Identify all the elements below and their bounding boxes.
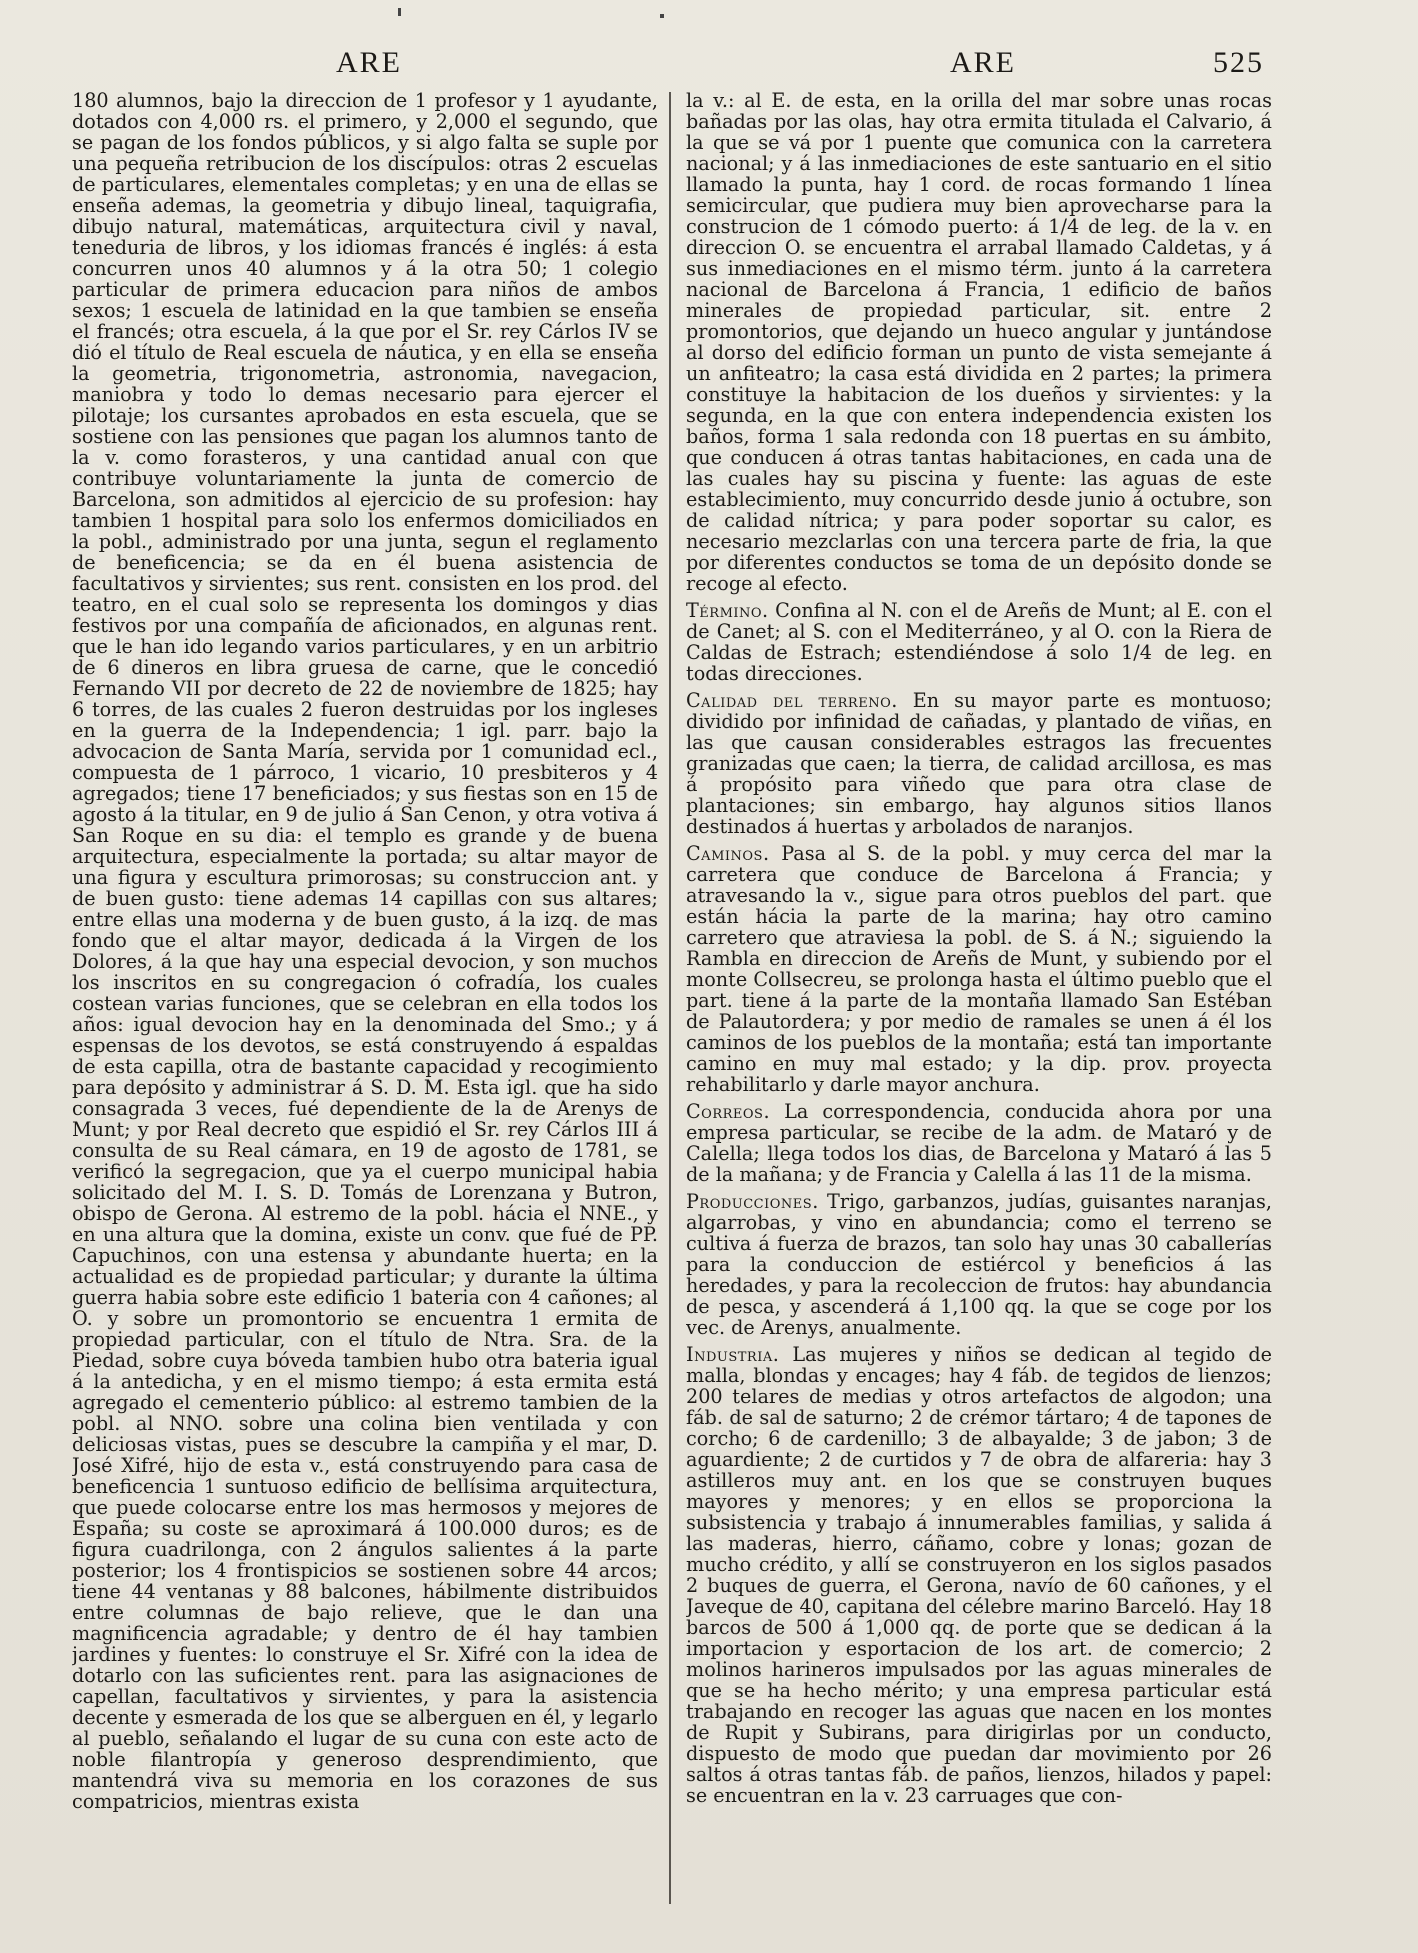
scan-mark — [660, 14, 664, 18]
scan-mark — [398, 8, 401, 16]
page-number: 525 — [1213, 46, 1264, 79]
section-calidad — [686, 690, 1272, 837]
section-text: Confina al N. con el de Areñs de Munt; al E. con el de Canet; al S. con el Mediterráneo, y al O. con la Riera de Caldas de Estrach; estendiéndose á solo 1/4 de leg. en todas direcciones. — [686, 599, 1272, 685]
section-caminos — [686, 843, 1272, 1095]
section-text: En su mayor parte es montuoso; dividido por infinidad de cañadas, y plantado de viñas, en las que causan considerables estragos las frecuentes granizadas que caen; la tierra, de calidad arcillosa, es mas á propósito para viñedo que para otra clase de plantaciones; sin embargo, hay algunos sitios llanos destinados á huertas y arbolados de naranjos. — [686, 689, 1272, 838]
section-text: Trigo, garbanzos, judías, guisantes naranjas, algarrobas, y vino en abundancia; como el terreno se cultiva á fuerza de brazos, tan solo hay unas 30 caballerías para la conduccion de estiércol y beneficios á las heredades, y para la recoleccion de frutos: hay abundancia de pesca, y ascenderá á 1,100 qq. la que se coge por los vec. de Arenys, anualmente. — [686, 1190, 1272, 1339]
section-heading: Calidad del terreno. — [686, 689, 898, 712]
section-text: Las mujeres y niños se dedican al tegido de malla, blondas y encages; hay 4 fáb. de tegidos de lienzos; 200 telares de medias y otros artefactos de algodon; una fáb. de sal de saturno; 2 de crémor tártaro; 4 de tapones de corcho; 6 de cardenillo; 3 de albayalde; 3 de jabon; 3 de aguardiente; 2 de curtidos y 7 de obra de alfareria: hay 3 astilleros muy ant. en los que se construyen buques mayores y menores; y en ellos se proporciona la subsistencia y trabajo á innumerables familias, y salida á las maderas, hierro, cáñamo, cobre y lonas; gozan de mucho crédito, y allí se construyeron en los siglos pasados 2 buques de guerra, el Gerona, navío de 60 cañones, y el Javeque de 40, capitana del célebre marino Barceló. Hay 18 barcos de 500 á 1,000 qq. de porte que se dedican á la importacion y esportacion de los art. de comercio; 2 molinos harineros impulsados por las aguas minerales de que se ha hecho mérito; y una empresa particular está trabajando en recoger las aguas que nacen en los montes de Rupit y Subirans, para dirigirlas por un conducto, dispuesto de modo que puedan dar movimiento por 26 saltos á otras tantas fáb. de paños, lienzos, hilados y papel: se encuentran en la v. 23 carruages que con- — [686, 1343, 1272, 1807]
section-text: Pasa al S. de la pobl. y muy cerca del mar la carretera que conduce de Barcelona á Francia; y atravesando la v., sigue para otros pueblos del part. que están hácia la parte de la marina; hay otro camino carretero que atraviesa la pobl. de S. á N.; siguiendo la Rambla en direccion de Areñs de Munt, y subiendo por el monte Collsecreu, se prolonga hasta el último pueblo que el part. tiene á la parte de la montaña llamado San Estéban de Palautordera; y por medio de ramales se unen á él los caminos de los pueblos de la montaña; está tan importante camino en muy mal estado; y la dip. prov. proyecta rehabilitarlo y darle mayor anchura. — [686, 842, 1272, 1096]
section-producciones — [686, 1191, 1272, 1338]
section-heading: Término. — [686, 599, 769, 622]
page-header — [0, 46, 1418, 86]
section-heading: Correos. — [686, 1100, 771, 1123]
right-running-head: ARE — [950, 46, 1016, 79]
right-column — [686, 90, 1272, 1905]
left-running-head: ARE — [336, 46, 402, 79]
section-heading: Industria. — [686, 1343, 780, 1366]
left-column — [72, 90, 658, 1905]
section-industria — [686, 1344, 1272, 1806]
section-text: La correspondencia, conducida ahora por una empresa particular, se recibe de la adm. de Mataró y de Calella; llega todos los dias, de Barcelona y Mataró á las 5 de la mañana; y de Francia y Calella á las 11 de la misma. — [686, 1100, 1272, 1186]
section-heading: Producciones. — [686, 1190, 819, 1213]
section-termino — [686, 600, 1272, 684]
section-heading: Caminos. — [686, 842, 770, 865]
column-divider — [669, 92, 671, 1904]
paragraph: 180 alumnos, bajo la direccion de 1 profesor y 1 ayudante, dotados con 4,000 rs. el primero, y 2,000 el segundo, que se pagan de los fondos públicos, y si algo falta se suple por una pequeña retribucion de los discípulos: otras 2 escuelas de particulares, elementales completas; y en una de ellas se enseña ademas, la geometria y dibujo lineal, taquigrafia, dibujo natural, matemáticas, arquitectura civil y naval, teneduria de libros, y los idiomas francés é inglés: á esta concurren unos 40 alumnos y á la otra 50; 1 colegio particular de primera educacion para niños de ambos sexos; 1 escuela de latinidad en la que tambien se enseña el francés; otra escuela, á la que por el Sr. rey Cárlos IV se dió el título de Real escuela de náutica, y en ella se enseña la geometria, trigonometria, astronomia, navegacion, maniobra y todo lo demas necesario para ejercer el pilotaje; los cursantes aprobados en esta escuela, que se sostiene con las pensiones que pagan los alumnos tanto de la v. como forasteros, y una cantidad anual con que contribuye voluntariamente la junta de comercio de Barcelona, son admitidos al ejercicio de su profesion: hay tambien 1 hospital para solo los enfermos domiciliados en la pobl., administrado por una junta, segun el reglamento de beneficencia; se da en él buena asistencia de facultativos y sirvientes; sus rent. consisten en los prod. del teatro, en el cual solo se representa los domingos y dias festivos por una compañía de aficionados, en algunas rent. que le han ido legando varios particulares, y en un arbitrio de 6 dineros en libra gruesa de carne, que le concedió Fernando VII por decreto de 22 de noviembre de 1825; hay 6 torres, de las cuales 2 fueron destruidas por los ingleses en la guerra de la Independencia; 1 igl. parr. bajo la advocacion de Santa María, servida por 1 comunidad ecl., compuesta de 1 párroco, 1 vicario, 10 presbiteros y 4 agregados; tiene 17 beneficiados; y sus fiestas son en 15 de agosto á la titular, en 9 de julio á San Cenon, y otra votiva á San Roque en su dia: el templo es grande y de buena arquitectura, especialmente la portada; su altar mayor de una figura y escultura primorosas; su construccion ant. y de buen gusto: tiene ademas 14 capillas con sus altares; entre ellas una moderna y de buen gusto, á la izq. de mas fondo que el altar mayor, dedicada á la Virgen de los Dolores, á la que hay una especial devocion, y son muchos los inscritos en su congregacion ó cofradía, los cuales costean varias funciones, que se celebran en ella todos los años: igual devocion hay en la denominada del Smo.; y á espensas de los devotos, se está construyendo á espaldas de esta capilla, otra de bastante capacidad y recogimiento para depósito y administrar á S. D. M. Esta igl. que ha sido consagrada 3 veces, fué dependiente de la de Arenys de Munt; y por Real decreto que espidió el Sr. rey Cárlos III á consulta de su Real cámara, en 19 de agosto de 1781, se verificó la segregacion, que ya el cuerpo municipal habia solicitado del M. I. S. D. Tomás de Lorenzana y Butron, obispo de Gerona. Al estremo de la pobl. hácia el NNE., y en una altura que la domina, existe un conv. que fué de PP. Capuchinos, con una estensa y abundante huerta; en la actualidad es de propiedad particular; y durante la última guerra habia sobre este edificio 1 bateria con 4 cañones; al O. y sobre un promontorio se encuentra 1 ermita de propiedad particular, con el título de Ntra. Sra. de la Piedad, sobre cuya bóveda tambien hubo otra bateria igual á la antedicha, y en el mismo tiempo; á esta ermita está agregado el cementerio público: al estremo tambien de la pobl. al NNO. sobre una colina bien ventilada y con deliciosas vistas, pues se descubre la campiña y el mar, D. José Xifré, hijo de esta v., está construyendo para casa de beneficencia 1 suntuoso edificio de bellísima arquitectura, que puede colocarse entre los mas hermosos y mejores de España; su coste se aproximará á 100.000 duros; es de figura cuadrilonga, con 2 ángulos salientes á la parte posterior; los 4 frontispicios se sostienen sobre 44 arcos; tiene 44 ventanas y 88 balcones, hábilmente distribuidos entre columnas de bajo relieve, que le dan una magnificencia agradable; y dentro de él hay tambien jardines y fuentes: lo construye el Sr. Xifré con la idea de dotarlo con las suficientes rent. para las asignaciones de capellan, facultativos y sirvientes, y para la asistencia decente y esmerada de los que se alberguen en él, y legarlo al pueblo, señalando el lugar de su cuna con este acto de noble filantropía y generoso desprendimiento, que mantendrá viva su memoria en los corazones de sus compatricios, mientras exista — [72, 90, 658, 1813]
section-correos — [686, 1101, 1272, 1185]
paragraph — [686, 90, 1272, 594]
section-text: la v.: al E. de esta, en la orilla del mar sobre unas rocas bañadas por las olas, hay otra ermita titulada el Calvario, á la que se vá por 1 puente que comunica con la carretera nacional; y á las inmediaciones de este santuario en el sitio llamado la punta, hay 1 cord. de rocas formando 1 línea semicircular, que pudiera muy bien aprovecharse para la construcion de 1 cómodo puerto: á 1/4 de leg. de la v. en direccion O. se encuentra el arrabal llamado Caldetas, y á sus inmediaciones en el mismo térm. junto á la carretera nacional de Barcelona á Francia, 1 edificio de baños minerales de propiedad particular, sit. entre 2 promontorios, que dejando un hueco angular y juntándose al dorso del edificio forman un punto de vista semejante á un anfiteatro; la casa está dividida en 2 partes; la primera constituye la habitacion de los dueños y sirvientes: y la segunda, en la que con entera independencia existen los baños, forma 1 sala redonda con 18 puertas en su ámbito, que conducen á otras tantas habitaciones, en cada una de las cuales hay su piscina y fuente: las aguas de este establecimiento, muy concurrido desde junio á octubre, son de calidad nítrica; y para poder soportar su calor, es necesario mezclarlas con una tercera parte de fria, la que por diferentes conductos se toma de un depósito donde se recoge al efecto. — [686, 90, 1272, 595]
